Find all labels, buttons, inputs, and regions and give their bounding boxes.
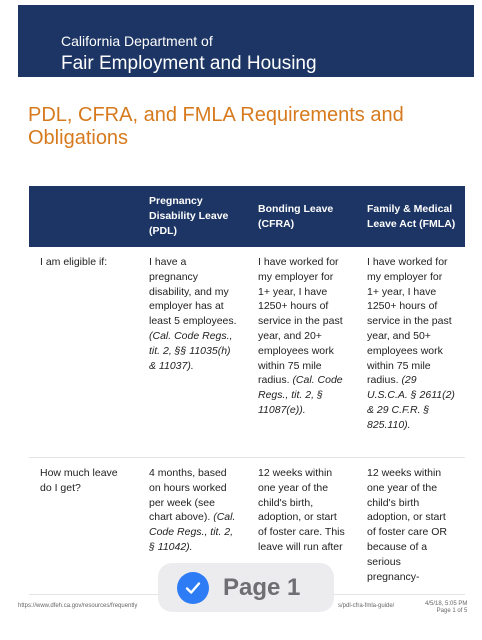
footer-url-tail: s/pdl-cfra-fmla-guide/ (338, 603, 395, 609)
cell-cfra (247, 247, 356, 458)
cell-citation: (Cal. Code Regs., tit. 2, §§ 11035(h) & 11037). (149, 329, 233, 372)
cell-text: 4 months, based on hours worked per week (see chart above). (149, 467, 227, 524)
cell-citation: (Cal. Code Regs., tit. 2, § 11042). (149, 511, 236, 553)
table-header-row (29, 186, 465, 247)
cell-text: I have a pregnancy disability, and my employer has at least 5 employees. (149, 256, 237, 328)
footer-page-count: Page 1 of 5 (436, 608, 468, 614)
agency-name-line1: California Department of (61, 33, 213, 49)
agency-name-line2: Fair Employment and Housing (61, 53, 317, 74)
checkmark-icon (177, 572, 209, 604)
footer-url: https://www.dfeh.ca.gov/resources/frequently (18, 603, 138, 609)
agency-banner (18, 5, 474, 77)
requirements-table (29, 186, 465, 595)
page-indicator-label: Page 1 (223, 573, 301, 601)
cell-citation: (Cal. Code Regs., tit. 2, § 11087(e)). (258, 374, 343, 416)
cell-text: 12 weeks within one year of the child's birth adoption, or start of foster care OR because of a serious pregnancy- (367, 467, 447, 583)
cell-text: I have worked for my employer for 1+ year, I have 1250+ hours of service in the past year, and 50+ employees work within 75 mile radius. (367, 256, 452, 387)
header-cfra: Bonding Leave (CFRA) (247, 186, 356, 247)
cell-fmla (356, 458, 465, 595)
header-empty (29, 186, 138, 247)
footer-datetime: 4/5/18, 5:05 PM (425, 601, 468, 607)
table-row (29, 247, 465, 458)
page-indicator[interactable] (158, 563, 334, 612)
footer-meta (425, 601, 467, 615)
row-label: I am eligible if: (29, 247, 138, 458)
cell-pdl (138, 247, 247, 458)
cell-text: I have worked for my employer for 1+ year, I have 1250+ hours of service in the past year, and 20+ employees work within 75 mile radius. (258, 256, 343, 387)
row-label: How much leave do I get? (29, 458, 138, 595)
header-fmla: Family & Medical Leave Act (FMLA) (356, 186, 465, 247)
cell-fmla (356, 247, 465, 458)
cell-citation: (29 U.S.C.A. § 2611(2) & 29 C.F.R. § 825.110). (367, 374, 455, 431)
page-title: PDL, CFRA, and FMLA Requirements and Obligations (28, 104, 404, 149)
header-pdl: Pregnancy Disability Leave (PDL) (138, 186, 247, 247)
cell-text: 12 weeks within one year of the child's birth, adoption, or start of foster care. This leave will run after (258, 467, 345, 553)
